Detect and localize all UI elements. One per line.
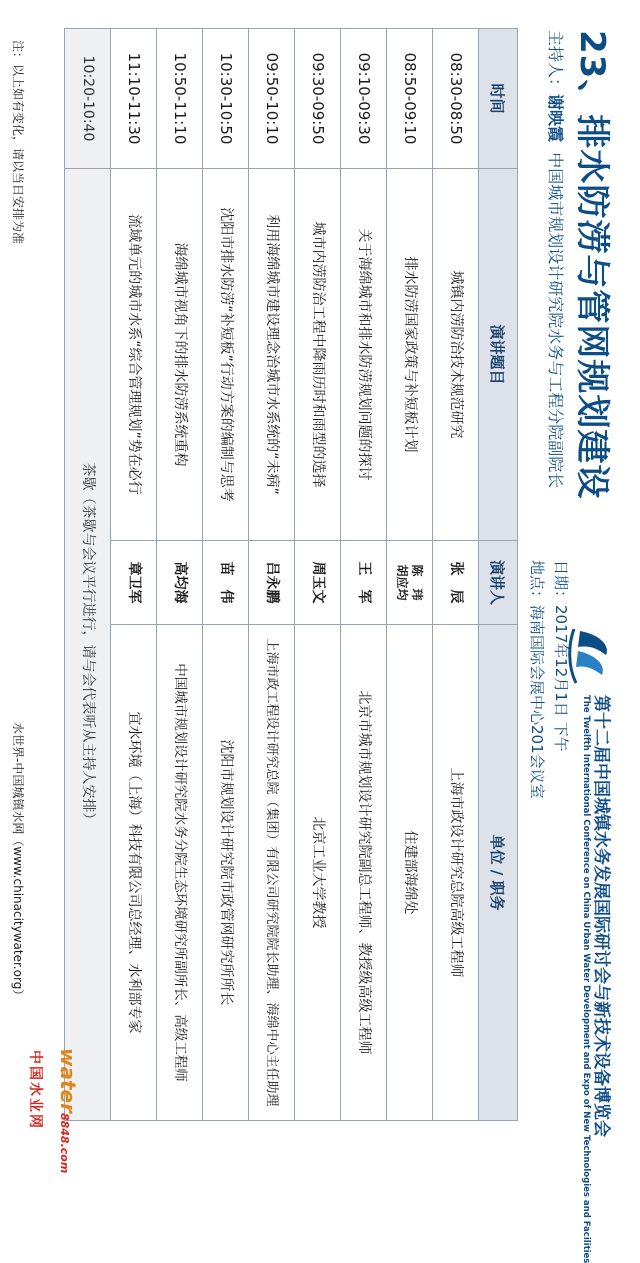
row-topic: 城镇内涝防治技术规范研究 <box>433 169 479 541</box>
row-org: 宜水环境（上海）科技有限公司总经理、水利部专家 <box>111 625 157 1121</box>
host-name: 谢映霞 <box>546 94 565 143</box>
col-topic: 演讲题目 <box>479 169 518 541</box>
col-time: 时间 <box>479 29 518 169</box>
row-time: 10:30-10:50 <box>203 29 249 169</box>
table-row <box>157 29 203 1121</box>
watermark-bottom: 中国水业网 <box>27 1050 43 1130</box>
agenda-header-row <box>479 29 518 1121</box>
row-topic: 关于海绵城市和排水防涝规划问题的探讨 <box>341 169 387 541</box>
table-row <box>203 29 249 1121</box>
row-org: 北京工业大学教授 <box>295 625 341 1121</box>
row-time: 08:50-09:10 <box>387 29 433 169</box>
footnote: 注：以上如有变化，请以当日安排为准 <box>11 40 25 245</box>
row-speaker: 苗 伟 <box>203 541 249 625</box>
row-org: 住建部海绵处 <box>387 625 433 1121</box>
host-org: 中国城市规划设计研究院水务与工程分院副院长 <box>546 152 565 489</box>
row-org: 上海市政设计研究总院高级工程师 <box>433 625 479 1121</box>
table-row <box>387 29 433 1121</box>
row-speaker: 高均海 <box>157 541 203 625</box>
row-topic: 排水防涝国家政策与补短板计划 <box>387 169 433 541</box>
conference-logo-icon <box>566 625 620 687</box>
host-label: 主持人： <box>546 30 565 95</box>
row-topic: 流域单元的城市水系“综合管理规划”势在必行 <box>111 169 157 541</box>
conference-name-en: The Twelfth International Conference on China Urban Water Development and Expo of New Technologies and Facilities <box>581 695 591 1263</box>
table-row <box>295 29 341 1121</box>
table-row <box>111 29 157 1121</box>
row-time: 10:50-11:10 <box>157 29 203 169</box>
row-speaker: 章卫军 <box>111 541 157 625</box>
row-time: 09:50-10:10 <box>249 29 295 169</box>
row-org: 沈阳市规划设计研究院市政管网研究所所长 <box>203 625 249 1121</box>
row-time: 11:10-11:30 <box>111 29 157 169</box>
row-time: 09:10-09:30 <box>341 29 387 169</box>
row-org: 中国城市规划设计研究院水务分院生态环境研究所副所长、高级工程师 <box>157 625 203 1121</box>
watermark-logo <box>10 1048 80 1174</box>
watermark-top <box>56 1048 80 1173</box>
meeting-place: 地点：海南国际会展中心201会议室 <box>528 560 546 799</box>
break-time: 10:20-10:40 <box>65 29 111 169</box>
break-text: 茶歇（茶歇与会议平行进行，请与会代表听从主持人安排） <box>65 169 111 1121</box>
col-org: 单位 / 职务 <box>479 625 518 1121</box>
row-topic: 城市内涝防治工程中降雨历时和雨型的选择 <box>295 169 341 541</box>
row-topic: 沈阳市排水防涝“补短板”行动方案的编制与思考 <box>203 169 249 541</box>
conference-name-cn: 第十二届中国城镇水务发展国际研讨会与新技术设备博览会 <box>591 695 611 1137</box>
table-row <box>433 29 479 1121</box>
table-row <box>249 29 295 1121</box>
source-credit: 水世界-中国城镇水网（www.chinacitywater.org） <box>11 722 25 1002</box>
col-speaker: 演讲人 <box>479 541 518 625</box>
watermark-suffix: .com <box>58 1143 71 1174</box>
row-speaker: 吕永鹏 <box>249 541 295 625</box>
watermark-word: water <box>56 1048 80 1113</box>
row-time: 08:30-08:50 <box>433 29 479 169</box>
row-org: 上海市政工程设计研究总院（集团）有限公司研究院院长助理、海绵中心主任助理 <box>249 625 295 1121</box>
table-row <box>341 29 387 1121</box>
session-title: 23、排水防涝与管网规划建设 <box>572 30 612 500</box>
meeting-date: 日期：2017年12月1日 下午 <box>552 560 570 752</box>
break-row <box>65 29 111 1121</box>
row-time: 09:30-09:50 <box>295 29 341 169</box>
watermark-number: 8848 <box>58 1112 71 1144</box>
row-speaker: 陈 玮 胡应均 <box>387 541 433 625</box>
row-org: 北京市城市规划设计研究院副总工程师、教授级高级工程师 <box>341 625 387 1121</box>
row-topic: 海绵城市视角下的排水防涝系统重构 <box>157 169 203 541</box>
meeting-meta <box>528 560 572 799</box>
row-topic: 利用海绵城市建设理念治城市水系统的“未病” <box>249 169 295 541</box>
row-speaker: 张 辰 <box>433 541 479 625</box>
row-speaker: 周玉文 <box>295 541 341 625</box>
host-line <box>545 30 568 488</box>
row-speaker: 王 军 <box>341 541 387 625</box>
agenda-table <box>64 28 518 1121</box>
